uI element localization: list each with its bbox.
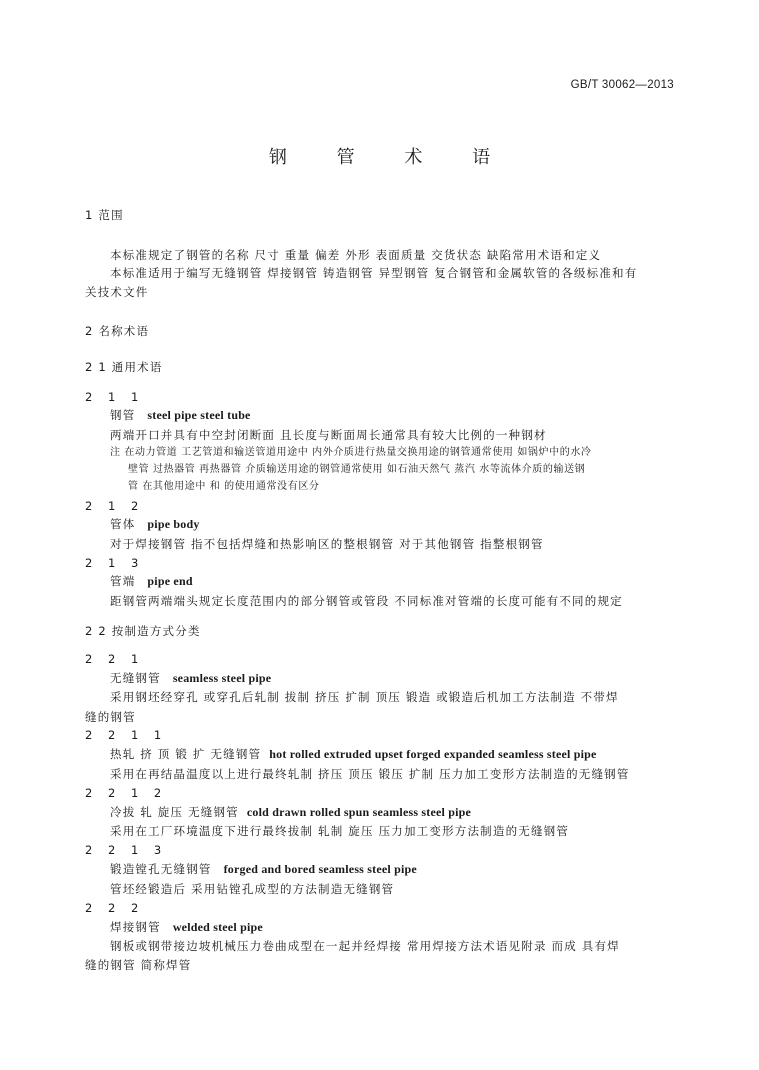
term-zh: 热轧 挤 顶 锻 扩 无缝钢管 xyxy=(110,747,262,761)
term-en: steel pipe steel tube xyxy=(147,408,251,422)
term-zh: 钢管 xyxy=(110,408,136,422)
paragraph-scope-2: 本标准适用于编写无缝钢管 焊接钢管 铸造钢管 异型钢管 复合钢管和金属软管的各级标准和有 xyxy=(110,266,638,280)
standard-code: GB/T 30062—2013 xyxy=(570,79,674,91)
term-note: 注 在动力管道 工艺管道和输送管道用途中 内外介质进行热量交换用途的钢管通常使用 如锅炉中的水冷 xyxy=(110,447,592,458)
section-2-1-heading: 2 1 通用术语 xyxy=(85,360,163,374)
term-heading xyxy=(110,671,271,685)
term-definition: 钢板或钢带接边坡机械压力卷曲成型在一起并经焊接 常用焊接方法术语见附录 而成 具有焊 xyxy=(110,939,620,953)
term-number: 2 2 1 xyxy=(85,652,145,666)
term-definition-cont: 缝的钢管 简称焊管 xyxy=(85,958,192,972)
term-definition: 采用在再结晶温度以上进行最终轧制 挤压 顶压 锻压 扩制 压力加工变形方法制造的无缝钢管 xyxy=(110,767,630,781)
section-1-heading: 1 范围 xyxy=(85,208,124,222)
term-zh: 焊接钢管 xyxy=(110,920,161,934)
term-note-cont: 壁管 过热器管 再热器管 介质输送用途的钢管通常使用 如石油天然气 蒸汽 水等流体介质的输送钢 xyxy=(128,464,586,475)
term-en: pipe end xyxy=(147,574,193,588)
term-number: 2 2 1 3 xyxy=(85,843,168,857)
term-heading xyxy=(110,574,193,588)
paragraph-scope-1: 本标准规定了钢管的名称 尺寸 重量 偏差 外形 表面质量 交货状态 缺陷常用术语和定义 xyxy=(110,248,602,262)
term-en: seamless steel pipe xyxy=(172,671,272,685)
term-heading xyxy=(110,920,263,934)
term-heading xyxy=(110,747,597,761)
term-en: cold drawn rolled spun seamless steel pipe xyxy=(246,805,472,819)
term-definition: 采用在工厂环境温度下进行最终拔制 轧制 旋压 压力加工变形方法制造的无缝钢管 xyxy=(110,824,570,838)
term-heading xyxy=(110,862,417,876)
term-en: forged and bored seamless steel pipe xyxy=(223,862,417,876)
term-heading xyxy=(110,517,200,531)
term-heading xyxy=(110,805,471,819)
term-definition: 距钢管两端端头规定长度范围内的部分钢管或管段 不同标准对管端的长度可能有不同的规定 xyxy=(110,594,623,608)
term-definition: 对于焊接钢管 指不包括焊缝和热影响区的整根钢管 对于其他钢管 指整根钢管 xyxy=(110,537,544,551)
term-definition-cont: 缝的钢管 xyxy=(85,710,136,724)
term-en: pipe body xyxy=(147,517,200,531)
term-zh: 无缝钢管 xyxy=(110,671,161,685)
paragraph-scope-2-cont: 关技术文件 xyxy=(85,285,149,299)
section-2-heading: 2 名称术语 xyxy=(85,324,150,338)
term-definition: 管坯经锻造后 采用钻镗孔成型的方法制造无缝钢管 xyxy=(110,882,395,896)
page-title: 钢 管 术 语 xyxy=(268,147,513,168)
term-zh: 管端 xyxy=(110,574,136,588)
term-number: 2 1 2 xyxy=(85,499,145,513)
term-number: 2 1 3 xyxy=(85,556,145,570)
section-2-2-heading: 2 2 按制造方式分类 xyxy=(85,624,201,638)
term-number: 2 2 2 xyxy=(85,901,145,915)
term-zh: 冷拔 轧 旋压 无缝钢管 xyxy=(110,805,239,819)
term-en: hot rolled extruded upset forged expanded seamless steel pipe xyxy=(269,747,597,761)
term-definition: 两端开口并具有中空封闭断面 且长度与断面周长通常具有较大比例的一种钢材 xyxy=(110,428,547,442)
term-zh: 锻造镗孔无缝钢管 xyxy=(110,862,212,876)
term-zh: 管体 xyxy=(110,517,136,531)
term-definition: 采用钢坯经穿孔 或穿孔后轧制 拔制 挤压 扩制 顶压 锻造 或锻造后机加工方法制造 不带焊 xyxy=(110,690,619,704)
term-heading xyxy=(110,408,251,422)
term-number: 2 2 1 1 xyxy=(85,728,168,742)
term-note-cont: 管 在其他用途中 和 的使用通常没有区分 xyxy=(128,481,320,492)
term-en: welded steel pipe xyxy=(172,920,263,934)
term-number: 2 2 1 2 xyxy=(85,786,168,800)
term-number: 2 1 1 xyxy=(85,390,145,404)
